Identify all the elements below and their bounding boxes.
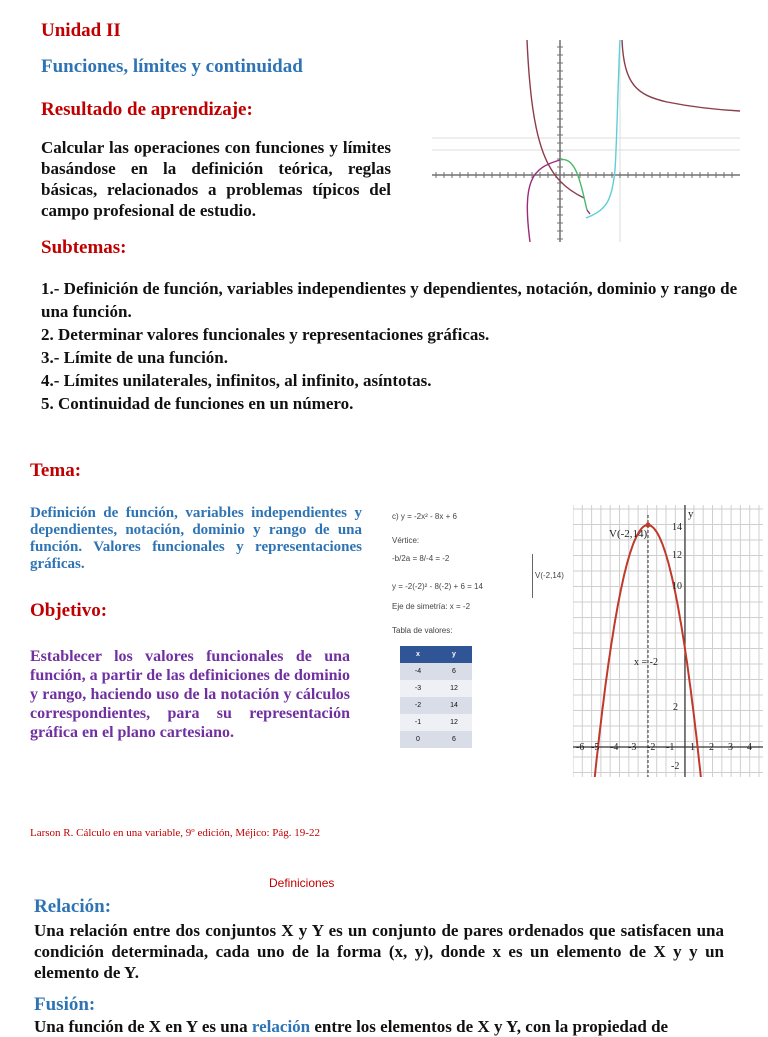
table-cell: 12 — [436, 680, 472, 697]
topic-heading: Tema: — [30, 460, 82, 481]
table-row — [400, 731, 472, 748]
relation-heading: Relación: — [34, 896, 112, 917]
x-tick-label: -2 — [647, 742, 656, 753]
relation-link[interactable]: relación — [251, 1017, 311, 1036]
relation-text: Una relación entre dos conjuntos X y Y es un conjunto de pares ordenados que satisfacen una condición determinada, cada uno de la forma (x, y), donde x es un elemento de X y y un elemento de Y. — [34, 921, 724, 982]
vertex-label: Vértice: — [392, 536, 420, 545]
table-row — [400, 714, 472, 731]
x-tick-label: 2 — [709, 742, 714, 753]
table-cell: 12 — [436, 714, 472, 731]
table-cell: -4 — [400, 663, 436, 680]
reference: Larson R. Cálculo en una variable, 9º edición, Méjico: Pág. 19-22 — [30, 827, 320, 839]
x-tick-label: -1 — [666, 742, 675, 753]
y-tick-label: 2 — [673, 702, 678, 713]
x-tick-label: -3 — [628, 742, 637, 753]
vertex-x-calc: -b/2a = 8/-4 = -2 — [392, 554, 450, 563]
objective-text: Establecer los valores funcionales de una función, a partir de las definiciones de dominio y rango, haciendo uso de la notación y cálculos correspondientes, para su representación gráfica en el plano cartesiano. — [30, 648, 350, 741]
values-table-label: Tabla de valores: — [392, 626, 453, 635]
vertex-y-calc: y = -2(-2)² - 8(-2) + 6 = 14 — [392, 582, 483, 591]
y-tick-label: 10 — [672, 581, 682, 592]
table-row — [400, 697, 472, 714]
unit-subtitle: Funciones, límites y continuidad — [41, 56, 303, 77]
definitions-heading: Definiciones — [269, 876, 335, 890]
x-tick-label: 3 — [728, 742, 733, 753]
y-axis-name: y — [688, 508, 694, 520]
symmetry-axis: Eje de simetría: x = -2 — [392, 602, 471, 611]
function-heading: Fusión: — [34, 994, 96, 1015]
example-equation: c) y = -2x² - 8x + 6 — [392, 512, 457, 521]
table-row — [400, 680, 472, 697]
y-tick-label: -2 — [671, 761, 680, 772]
subtopic-item: 1.- Definición de función, variables independientes y dependientes, notación, dominio y rango de una función. — [41, 279, 738, 321]
parabola-graph — [573, 505, 763, 777]
learning-outcome-text: Calcular las operaciones con funciones y límites basándose en la definición teórica, reglas básicas, relacionados a problemas típicos del campo profesional de estudio. — [41, 138, 391, 220]
table-cell: -1 — [400, 714, 436, 731]
table-cell: 14 — [436, 697, 472, 714]
subtopics-heading: Subtemas: — [41, 237, 127, 258]
rational-function-graph — [432, 40, 740, 242]
y-tick-label: 14 — [672, 522, 682, 533]
vertex-result: V(-2,14) — [532, 554, 564, 598]
values-table-header: x — [400, 646, 436, 663]
table-row — [400, 663, 472, 680]
symmetry-annotation: x = -2 — [634, 657, 658, 668]
x-tick-label: -4 — [610, 742, 619, 753]
table-cell: 6 — [436, 663, 472, 680]
x-tick-label: 1 — [690, 742, 695, 753]
table-cell: -2 — [400, 697, 436, 714]
table-cell: -3 — [400, 680, 436, 697]
worked-example — [392, 512, 570, 752]
learning-outcome-heading: Resultado de aprendizaje: — [41, 99, 253, 120]
table-cell: 0 — [400, 731, 436, 748]
subtopic-item: 3.- Límite de una función. — [41, 348, 229, 367]
objective-heading: Objetivo: — [30, 600, 108, 621]
function-text — [34, 1016, 744, 1037]
function-text-start: Una función de X en Y es una — [34, 1017, 248, 1036]
subtopic-item: 5. Continuidad de funciones en un número. — [41, 394, 354, 413]
table-cell: 6 — [436, 731, 472, 748]
unit-title: Unidad II — [41, 20, 121, 41]
subtopic-item: 2. Determinar valores funcionales y representaciones gráficas. — [41, 325, 490, 344]
y-tick-label: 12 — [672, 550, 682, 561]
topic-text: Definición de función, variables independientes y dependientes, notación, dominio y rango de una función. Valores funcionales y representaciones gráficas. — [30, 505, 362, 572]
x-tick-label: 4 — [747, 742, 752, 753]
values-table-header: y — [436, 646, 472, 663]
x-tick-label: -5 — [591, 742, 600, 753]
vertex-annotation: V(-2,14) — [609, 528, 648, 540]
subtopic-item: 4.- Límites unilaterales, infinitos, al infinito, asíntotas. — [41, 371, 432, 390]
values-table — [400, 646, 472, 748]
function-text-end: entre los elementos de X y Y, con la propiedad de — [314, 1017, 669, 1036]
x-tick-label: -6 — [576, 742, 585, 753]
subtopics-list — [41, 277, 741, 415]
